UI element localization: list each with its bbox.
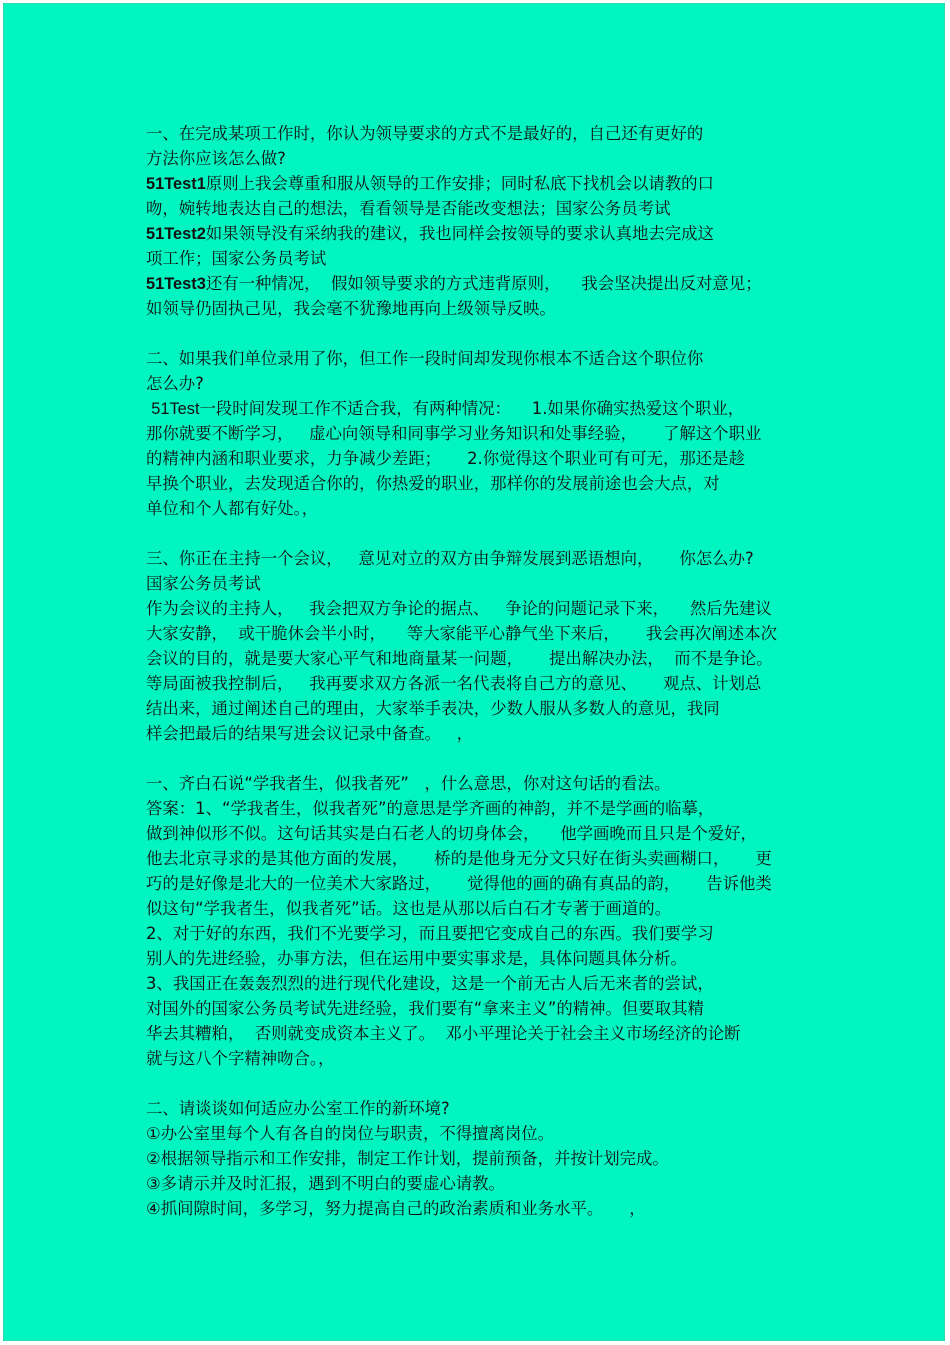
- q1-title-line-1: 一、在完成某项工作时，你认为领导要求的方式不是最好的，自己还有更好的: [146, 124, 704, 143]
- q3-answer-line-4: 等局面被我控制后， 我再要求双方各派一名代表将自己方的意见、 观点、计划总: [146, 674, 762, 693]
- q4-answer-line-7: 别人的先进经验，办事方法，但在运用中要实事求是，具体问题具体分析。: [146, 949, 687, 968]
- q4-answer-line-9: 对国外的国家公务员考试先进经验，我们要有“拿来主义”的精神。但要取其精: [146, 999, 704, 1018]
- q4-answer-line-6: 2、对于好的东西，我们不光要学习，而且要把它变成自己的东西。我们要学习: [146, 924, 714, 943]
- document-content: [146, 121, 826, 1221]
- q2-answer-line-5: 单位和个人都有好处。，: [146, 499, 319, 518]
- q5-list-item-2: ②根据领导指示和工作安排，制定工作计划，提前预备，并按计划完成。: [146, 1149, 669, 1168]
- q4-answer-line-3: 他去北京寻求的是其他方面的发展， 桥的是他身无分文只好在街头卖画糊口， 更: [146, 849, 772, 868]
- q3-answer-line-1: 作为会议的主持人， 我会把双方争论的据点、 争论的问题记录下来， 然后先建议: [146, 599, 772, 618]
- q4-answer-line-1: 答案：1、“学我者生，似我者死”的意思是学齐画的神韵，并不是学画的临摹，: [146, 799, 715, 818]
- q2-title-line-2: 怎么办?: [146, 374, 204, 393]
- q4-answer-line-10: 华去其糟粕， 否则就变成资本主义了。 邓小平理论关于社会主义市场经济的论断: [146, 1024, 741, 1043]
- answer-label: 51Test: [151, 400, 200, 418]
- q2-answer-line-1: [146, 396, 826, 421]
- q1-answer-2-line-1: [146, 221, 826, 246]
- q4-answer-line-11: 就与这八个字精神吻合。，: [146, 1049, 335, 1068]
- q5-title: 二、请谈谈如何适应办公室工作的新环境?: [146, 1099, 450, 1118]
- q1-answer-3-line-1: [146, 271, 826, 296]
- q4-answer-line-2: 做到神似形不似。这句话其实是白石老人的切身体会， 他学画晚而且只是个爱好，: [146, 824, 757, 843]
- q2-answer-line-3: 的精神内涵和职业要求，力争减少差距； 2.你觉得这个职业可有可无，那还是趁: [146, 449, 745, 468]
- answer-text: 还有一种情况， 假如领导要求的方式违背原则， 我会坚决提出反对意见；: [205, 274, 762, 293]
- paragraph-gap: [146, 746, 826, 771]
- q1-answer-1-line-1: [146, 171, 826, 196]
- q4-title: 一、齐白石说“学我者生，似我者死” ，什么意思，你对这句话的看法。: [146, 774, 671, 793]
- q1-answer-3-line-2: 如领导仍固执己见，我会毫不犹豫地再向上级领导反映。: [146, 299, 556, 318]
- q3-answer-line-2: 大家安静， 或干脆休会半小时， 等大家能平心静气坐下来后， 我会再次阐述本次: [146, 624, 777, 643]
- q4-answer-line-4: 巧的是好像是北大的一位美术大家路过， 觉得他的画的确有真品的韵， 告诉他类: [146, 874, 772, 893]
- q4-answer-line-8: 3、我国正在轰轰烈烈的进行现代化建设，这是一个前无古人后无来者的尝试，: [146, 974, 714, 993]
- q1-answer-1-line-2: 吻，婉转地表达自己的想法，看看领导是否能改变想法；国家公务员考试: [146, 199, 671, 218]
- answer-text: 如果领导没有采纳我的建议，我也同样会按领导的要求认真地去完成这: [205, 224, 714, 243]
- answer-text: 原则上我会尊重和服从领导的工作安排；同时私底下找机会以请教的口: [205, 174, 714, 193]
- q1-title-line-2: 方法你应该怎么做?: [146, 149, 286, 168]
- answer-text: 一段时间发现工作不适合我，有两种情况： 1.如果你确实热爱这个职业，: [199, 399, 745, 418]
- q2-answer-line-4: 早换个职业，去发现适合你的，你热爱的职业，那样你的发展前途也会大点，对: [146, 474, 720, 493]
- q1-answer-2-line-2: 项工作；国家公务员考试: [146, 249, 327, 268]
- answer-label: 51Test1: [146, 175, 206, 193]
- q3-answer-line-6: 样会把最后的结果写进会议记录中备查。 ，: [146, 724, 474, 743]
- q5-list-item-3: ③多请示并及时汇报，遇到不明白的要虚心请教。: [146, 1174, 505, 1193]
- document-page: [3, 3, 945, 1341]
- answer-label: 51Test3: [146, 275, 206, 293]
- paragraph-gap: [146, 521, 826, 546]
- q3-title-line-2: 国家公务员考试: [146, 574, 261, 593]
- q3-title-line-1: 三、你正在主持一个会议， 意见对立的双方由争辩发展到恶语想向， 你怎么办?: [146, 549, 754, 568]
- q2-answer-line-2: 那你就要不断学习， 虚心向领导和同事学习业务知识和处事经验， 了解这个职业: [146, 424, 762, 443]
- q2-title-line-1: 二、如果我们单位录用了你，但工作一段时间却发现你根本不适合这个职位你: [146, 349, 704, 368]
- q5-list-item-1: ①办公室里每个人有各自的岗位与职责，不得擅离岗位。: [146, 1124, 555, 1143]
- q3-answer-line-3: 会议的目的，就是要大家心平气和地商量某一问题， 提出解决办法， 而不是争论。: [146, 649, 773, 668]
- paragraph-gap: [146, 321, 826, 346]
- q3-answer-line-5: 结出来，通过阐述自己的理由，大家举手表决，少数人服从多数人的意见，我同: [146, 699, 720, 718]
- q5-list-item-4: ④抓间隙时间，多学习，努力提高自己的政治素质和业务水平。 ，: [146, 1199, 646, 1218]
- paragraph-gap: [146, 1071, 826, 1096]
- q4-answer-line-5: 似这句“学我者生，似我者死”话。这也是从那以后白石才专著于画道的。: [146, 899, 672, 918]
- answer-label: 51Test2: [146, 225, 206, 243]
